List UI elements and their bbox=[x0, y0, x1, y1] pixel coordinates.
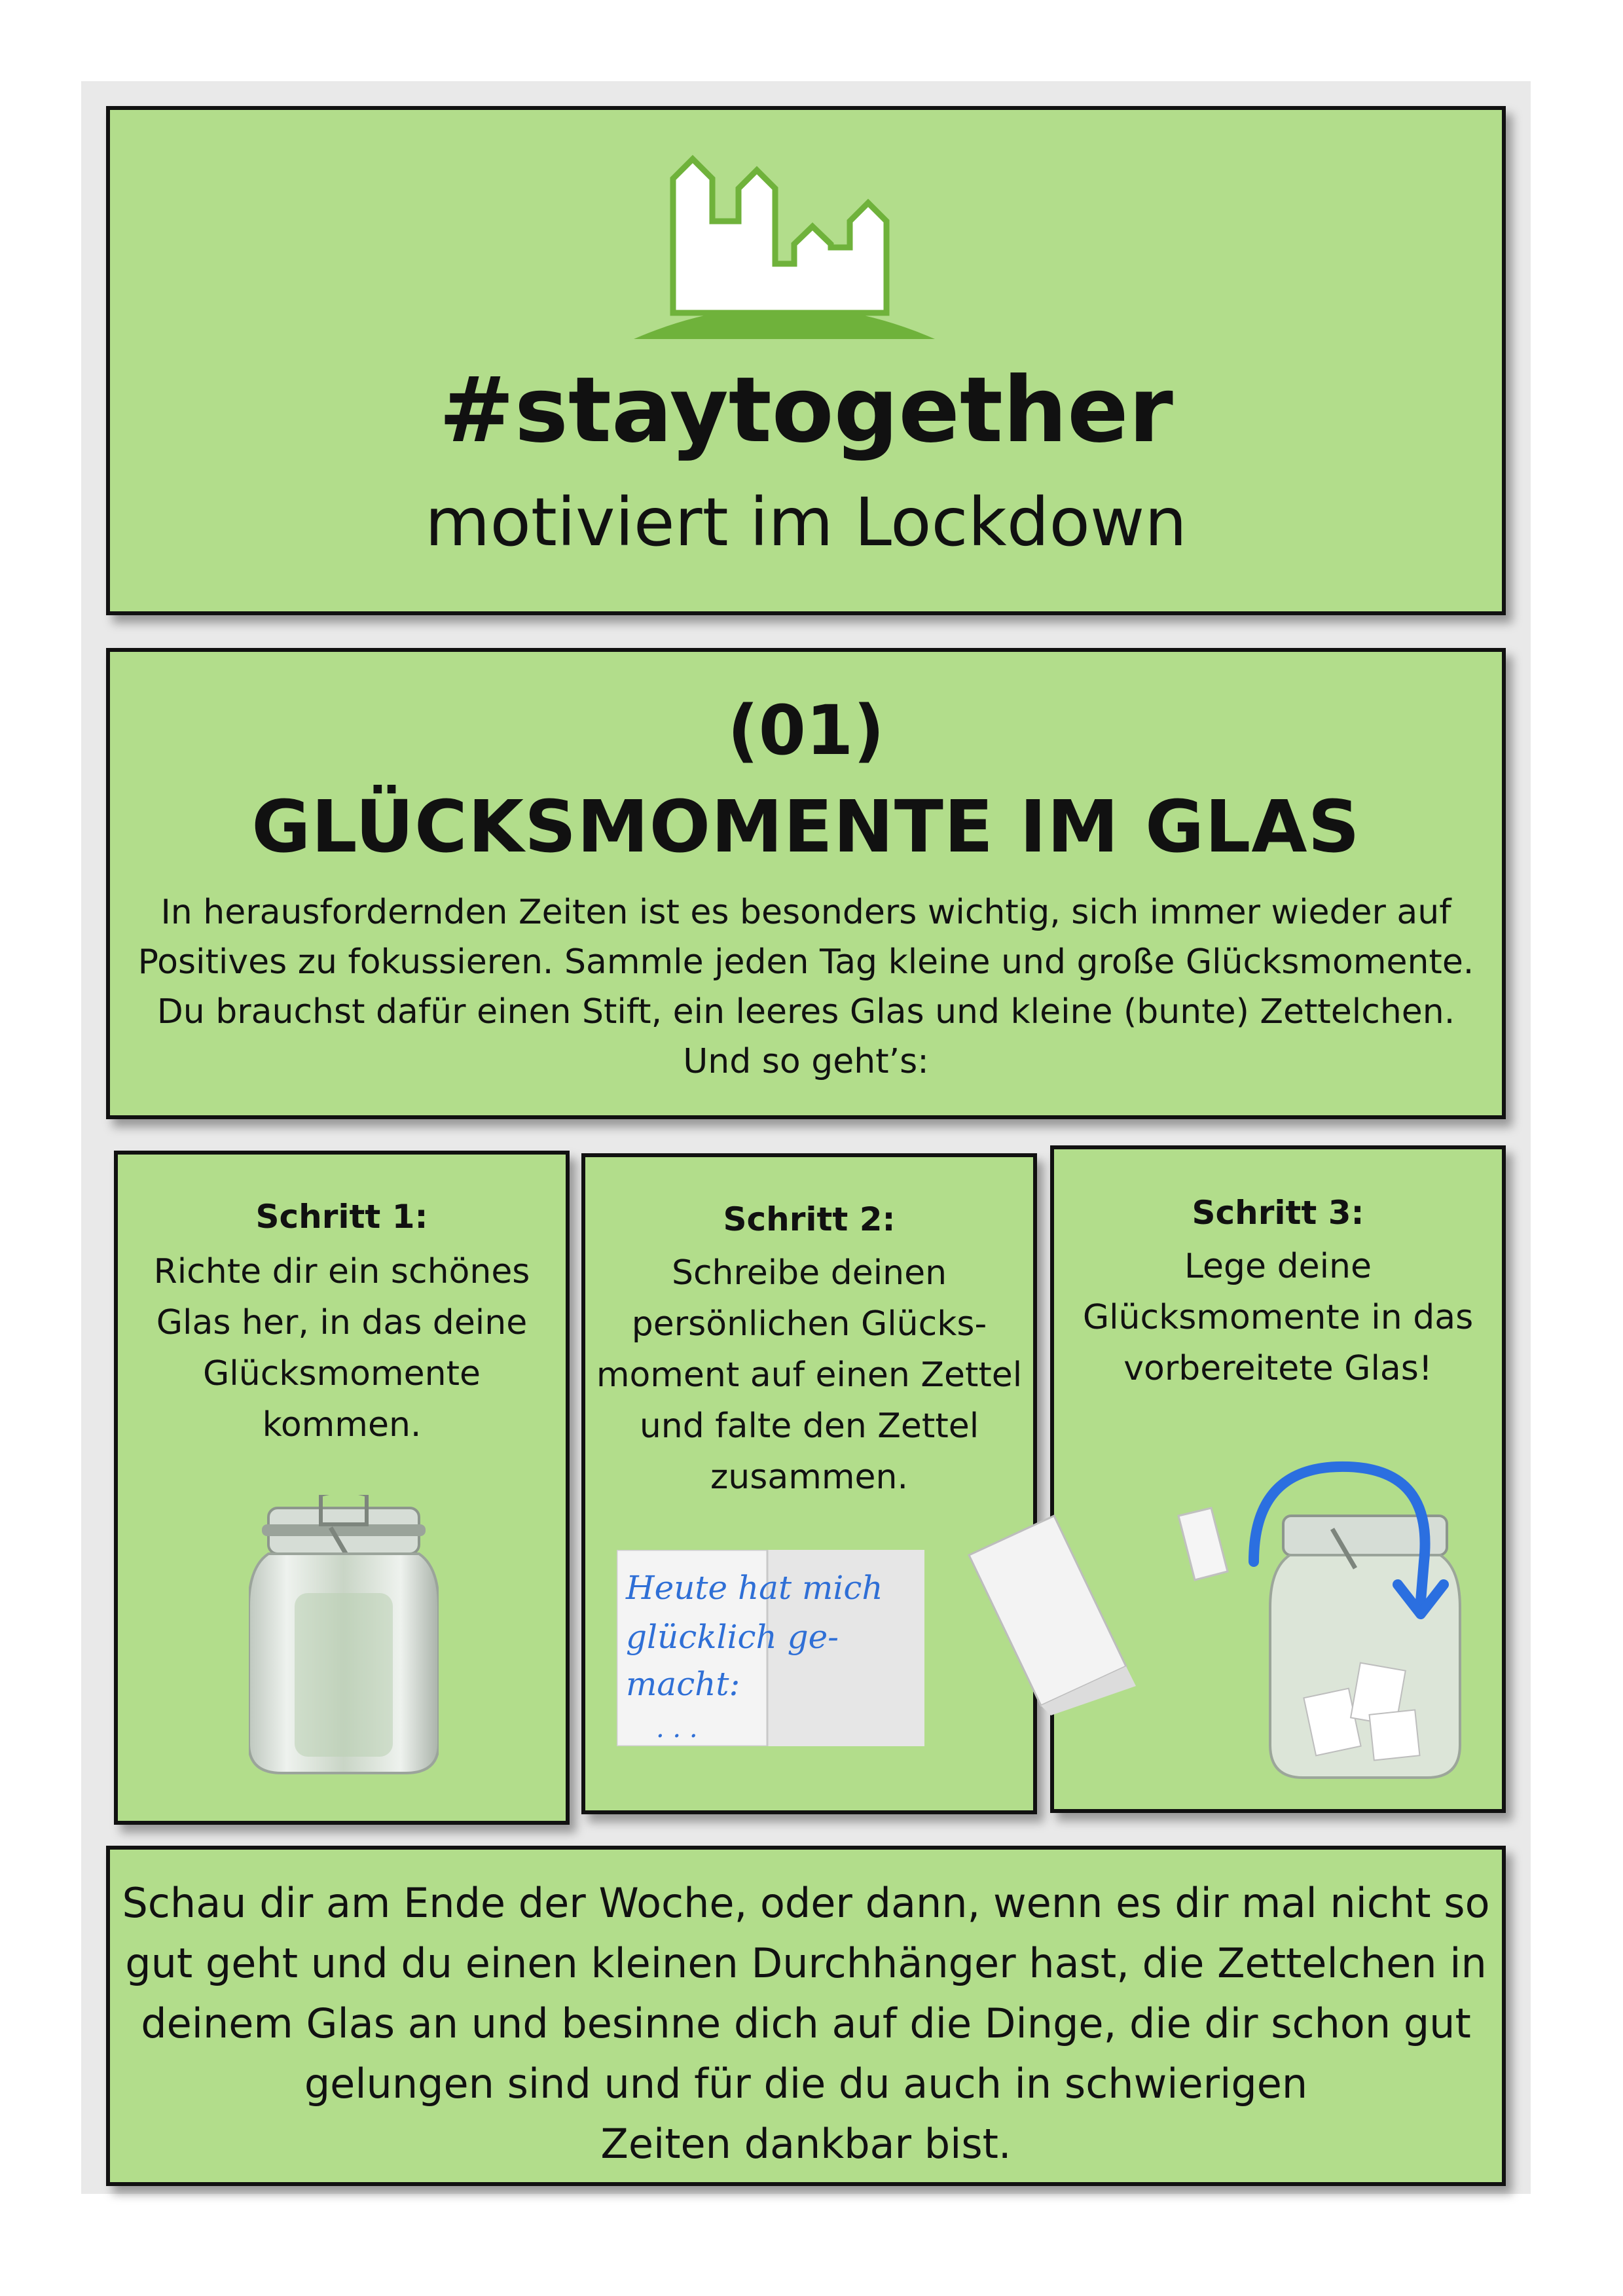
small-note-icon bbox=[1178, 1508, 1228, 1580]
header-subtitle: motiviert im Lockdown bbox=[425, 484, 1187, 562]
outro-line: Schau dir am Ende der Woche, oder dann, wenn es dir mal nicht so bbox=[122, 1879, 1490, 1927]
activity-number: (01) bbox=[727, 691, 884, 770]
step-1-line: Glücksmomente bbox=[203, 1354, 481, 1393]
step-3-panel bbox=[1050, 1145, 1506, 1813]
intro-text bbox=[110, 888, 1502, 1086]
step-3-line: Glücksmomente in das bbox=[1082, 1298, 1474, 1337]
activity-title: GLÜCKSMOMENTE IM GLAS bbox=[251, 785, 1360, 869]
outro-text bbox=[110, 1873, 1502, 2174]
outro-line: gut geht und du einen kleinen Durchhänger hast, die Zettelchen in bbox=[125, 1939, 1487, 1987]
folded-note-icon bbox=[617, 1550, 924, 1746]
step-3-text bbox=[1054, 1241, 1502, 1394]
step-2-line: moment auf einen Zettel bbox=[596, 1355, 1023, 1395]
hashtag-title: #staytogether bbox=[439, 357, 1173, 463]
step-1-line: kommen. bbox=[262, 1405, 422, 1444]
step-2-line: und falte den Zettel bbox=[639, 1407, 979, 1446]
outro-line: Zeiten dankbar bist. bbox=[600, 2120, 1012, 2168]
note-line: . . . bbox=[656, 1713, 698, 1744]
step-3-title: Schritt 3: bbox=[1192, 1194, 1364, 1232]
step-2-line: zusammen. bbox=[710, 1458, 908, 1497]
step-1-line: Glas her, in das deine bbox=[156, 1303, 528, 1342]
step-3-line: Lege deine bbox=[1184, 1247, 1372, 1286]
intro-line: Du brauchst dafür einen Stift, ein leeres Glas und kleine (bunte) Zettelchen. bbox=[156, 992, 1455, 1031]
outro-line: deinem Glas an und besinne dich auf die Dinge, die dir schon gut bbox=[141, 2000, 1471, 2047]
outro-panel bbox=[106, 1846, 1506, 2186]
step-3-line: vorbereitete Glas! bbox=[1123, 1349, 1432, 1388]
header-panel bbox=[106, 106, 1506, 615]
step-1-panel bbox=[114, 1151, 570, 1825]
step-1-title: Schritt 1: bbox=[255, 1198, 428, 1236]
step-1-line: Richte dir ein schönes bbox=[153, 1252, 530, 1291]
intro-line: In herausfordernden Zeiten ist es besonders wichtig, sich immer wieder auf bbox=[160, 893, 1451, 932]
step-1-text bbox=[118, 1246, 566, 1450]
outro-line: gelungen sind und für die du auch in schwierigen bbox=[304, 2060, 1308, 2108]
step-2-line: persönlichen Glücks- bbox=[631, 1304, 987, 1344]
intro-line: Und so geht’s: bbox=[683, 1042, 929, 1081]
step-2-title: Schritt 2: bbox=[723, 1200, 896, 1238]
step-2-line: Schreibe deinen bbox=[671, 1253, 947, 1293]
glass-jar-icon bbox=[1270, 1516, 1460, 1778]
intro-line: Positives zu fokussieren. Sammle jeden Tag kleine und große Glücksmomente. bbox=[137, 942, 1474, 982]
intro-panel bbox=[106, 648, 1506, 1119]
jar-with-notes-illustration bbox=[962, 1450, 1506, 1804]
glass-jar-icon bbox=[249, 1495, 439, 1776]
folded-note-icon bbox=[969, 1516, 1136, 1715]
note-line: Heute hat mich bbox=[626, 1569, 883, 1607]
note-line: macht: bbox=[626, 1665, 740, 1703]
castle-hill-logo bbox=[608, 149, 961, 339]
note-line: glücklich ge- bbox=[626, 1618, 839, 1656]
